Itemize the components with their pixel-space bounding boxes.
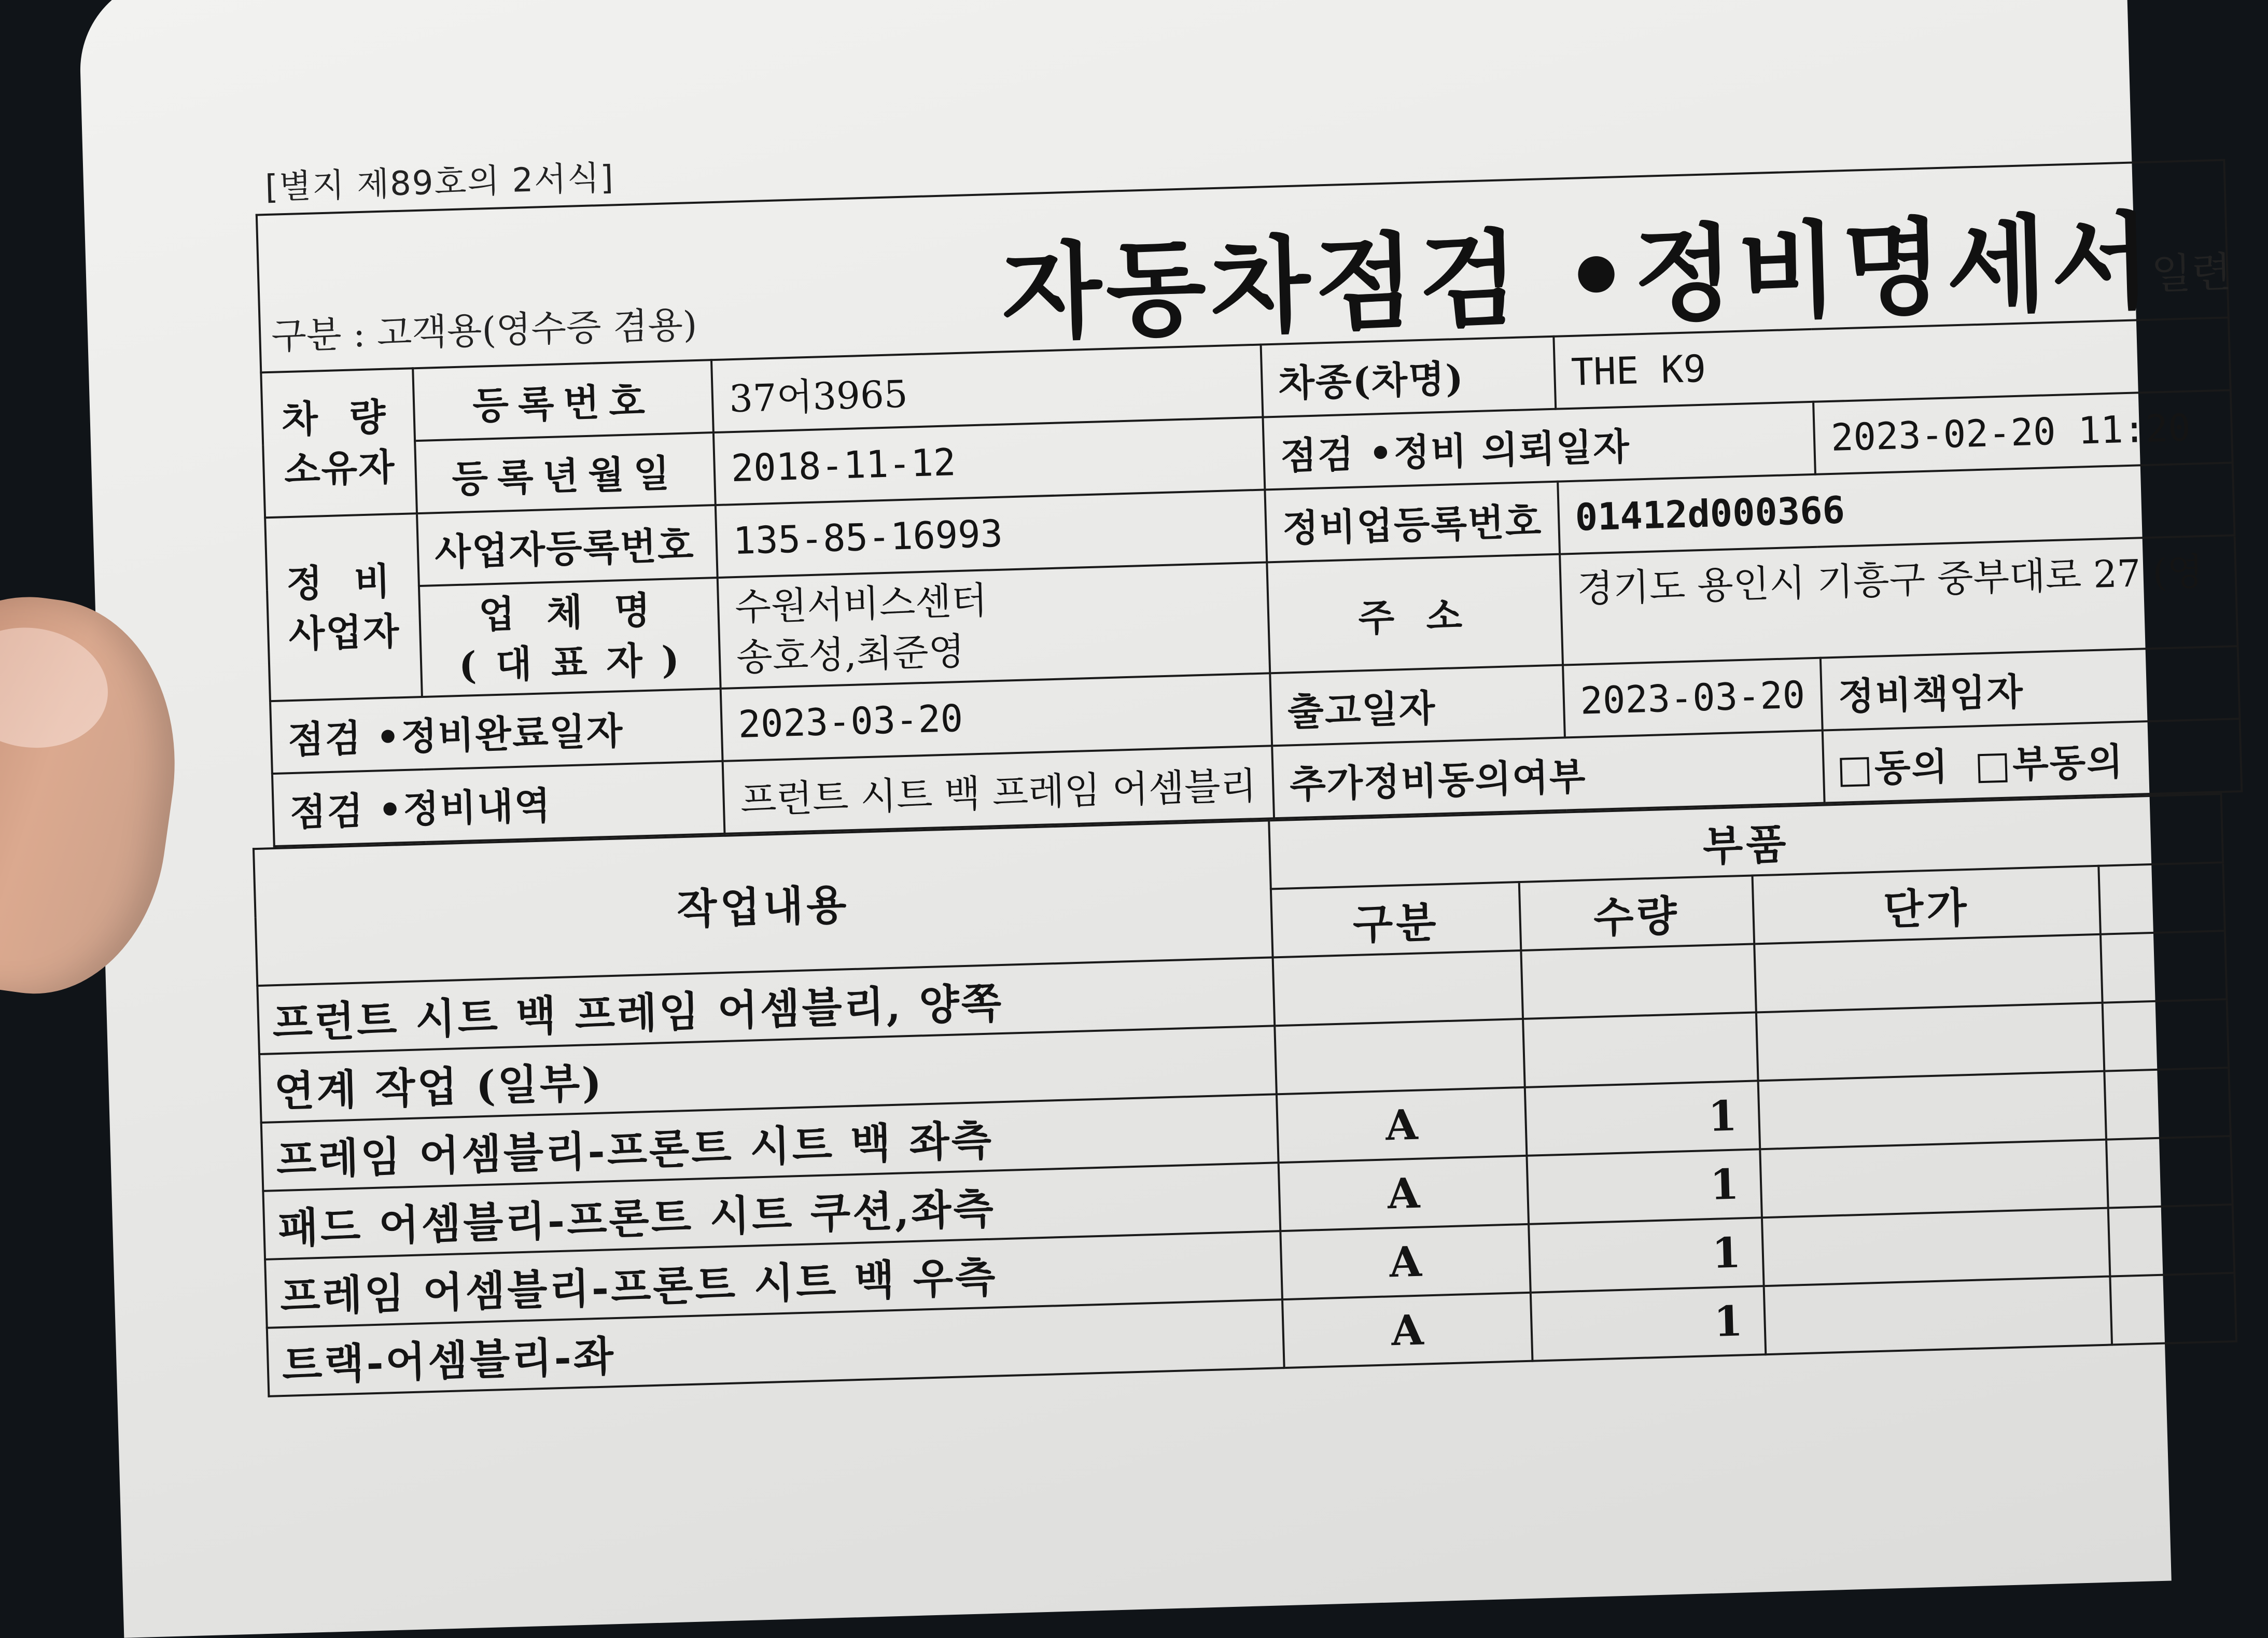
part-type [1275,1019,1525,1094]
price-column-header: 단가 [1752,866,2101,944]
work-item: 프런트 시트 백 프레임 어셈블리, 양쪽 [257,958,1275,1055]
part-extra [2105,1068,2231,1140]
part-qty: 1 [1527,1150,1762,1224]
shop-label-line2: 사업자 [288,609,401,656]
part-type: A [1280,1224,1531,1299]
shop-name: 수원서비스센터 [734,578,988,629]
shop-reg-label: 정비업등록번호 [1265,482,1560,563]
details-label: 점검 •정비내역 [272,761,725,846]
part-extra [2108,1205,2234,1277]
part-qty: 1 [1529,1218,1763,1293]
part-price [1758,1071,2106,1150]
request-date-value: 2023-02-20 11:20 [1813,390,2232,474]
work-table [253,793,2237,1398]
part-qty [1523,1013,1758,1087]
form-paper [78,0,2232,1638]
part-price [1760,1140,2108,1218]
done-date-value: 2023-03-20 [721,674,1272,762]
model-value: THE K9 [1553,317,2231,409]
info-table [260,316,2243,847]
vehicle-section-label [261,368,417,517]
vehicle-label-line2: 소유자 [283,444,396,492]
type-column-header: 구분 [1271,882,1521,957]
part-qty: 1 [1525,1081,1760,1156]
form-note: [별지 제89호의 2서식] [264,159,615,207]
reg-date-label: 등록년월일 [415,432,715,513]
part-qty: 1 [1531,1286,1766,1361]
agree-label: 동의 [1873,744,1950,791]
work-item: 트랙-어셈블리-좌 [267,1300,1284,1397]
work-content-header: 작업내용 [254,821,1272,986]
serial-label: 일련 [2150,248,2232,299]
thumbnail [0,618,116,758]
release-date-label: 출고일자 [1270,665,1565,746]
shop-representatives: 송호성,최준영 [735,629,965,680]
shop-label-line1: 정 비 [286,558,400,606]
shop-name-label-line2: ( 대 표 자 ) [458,637,683,688]
parts-header: 부품 [1269,794,2223,889]
part-price [1763,1277,2112,1355]
done-date-label: 점검 •정비완료일자 [270,689,723,774]
agree-checkbox[interactable] [1840,758,1870,788]
shop-name-label-line1: 업 체 명 [478,587,661,637]
work-item: 프레임 어셈블리-프론트 시트 백 우측 [265,1231,1282,1328]
part-type: A [1277,1087,1527,1163]
copy-type-label: 구분 : 고객용(영수증 겸용) [271,303,698,358]
details-value: 프런트 시트 백 프레임 어셈블리 [723,746,1274,834]
part-price [1756,1003,2104,1081]
shop-name-value [718,562,1270,689]
biz-no-label: 사업자등록번호 [417,505,717,586]
address-label: 주 소 [1267,554,1563,674]
part-type: A [1278,1156,1529,1231]
release-date-value: 2023-03-20 [1563,658,1823,738]
document-title: 자동차점검 •정비명세서 [1000,200,2157,355]
shop-name-label [419,578,721,697]
model-label: 차종(차명) [1261,337,1556,417]
work-item: 패드 어셈블리-프론트 시트 쿠션,좌측 [263,1163,1280,1260]
disagree-label: 부동의 [2011,739,2124,787]
request-date-label: 점검 •정비 의뢰일자 [1263,402,1815,490]
part-type [1272,950,1523,1026]
part-extra [2103,999,2229,1071]
part-type: A [1282,1293,1533,1368]
part-extra [2101,931,2227,1003]
consent-options [1823,719,2242,803]
vehicle-label-line1: 차 량 [281,394,396,442]
shop-section-label [265,513,422,701]
shop-reg-value: 01412d000366 [1558,463,2235,554]
address-value: 경기도 용인시 기흥구 중부대로 27 (영 [1560,535,2238,665]
part-price [1762,1208,2110,1286]
reg-no-value: 37어3965 [711,345,1263,433]
reg-date-value: 2018-11-12 [713,417,1265,506]
reg-no-label: 등록번호 [413,360,713,441]
form-body [202,106,2258,1398]
part-price [1754,934,2103,1013]
qty-column-header: 수량 [1519,876,1754,950]
biz-no-value: 135-85-16993 [716,489,1267,578]
work-item: 프레임 어셈블리-프론트 시트 백 좌측 [261,1095,1279,1192]
consent-label: 추가정비동의여부 [1272,731,1825,819]
extra-column-header [2099,863,2225,935]
part-extra [2110,1273,2236,1345]
part-extra [2106,1136,2232,1208]
work-item: 연계 작업 (일부) [259,1026,1277,1123]
manager-label: 정비책임자 [1821,647,2239,731]
disagree-checkbox[interactable] [1978,753,2008,783]
part-qty [1521,944,1756,1019]
